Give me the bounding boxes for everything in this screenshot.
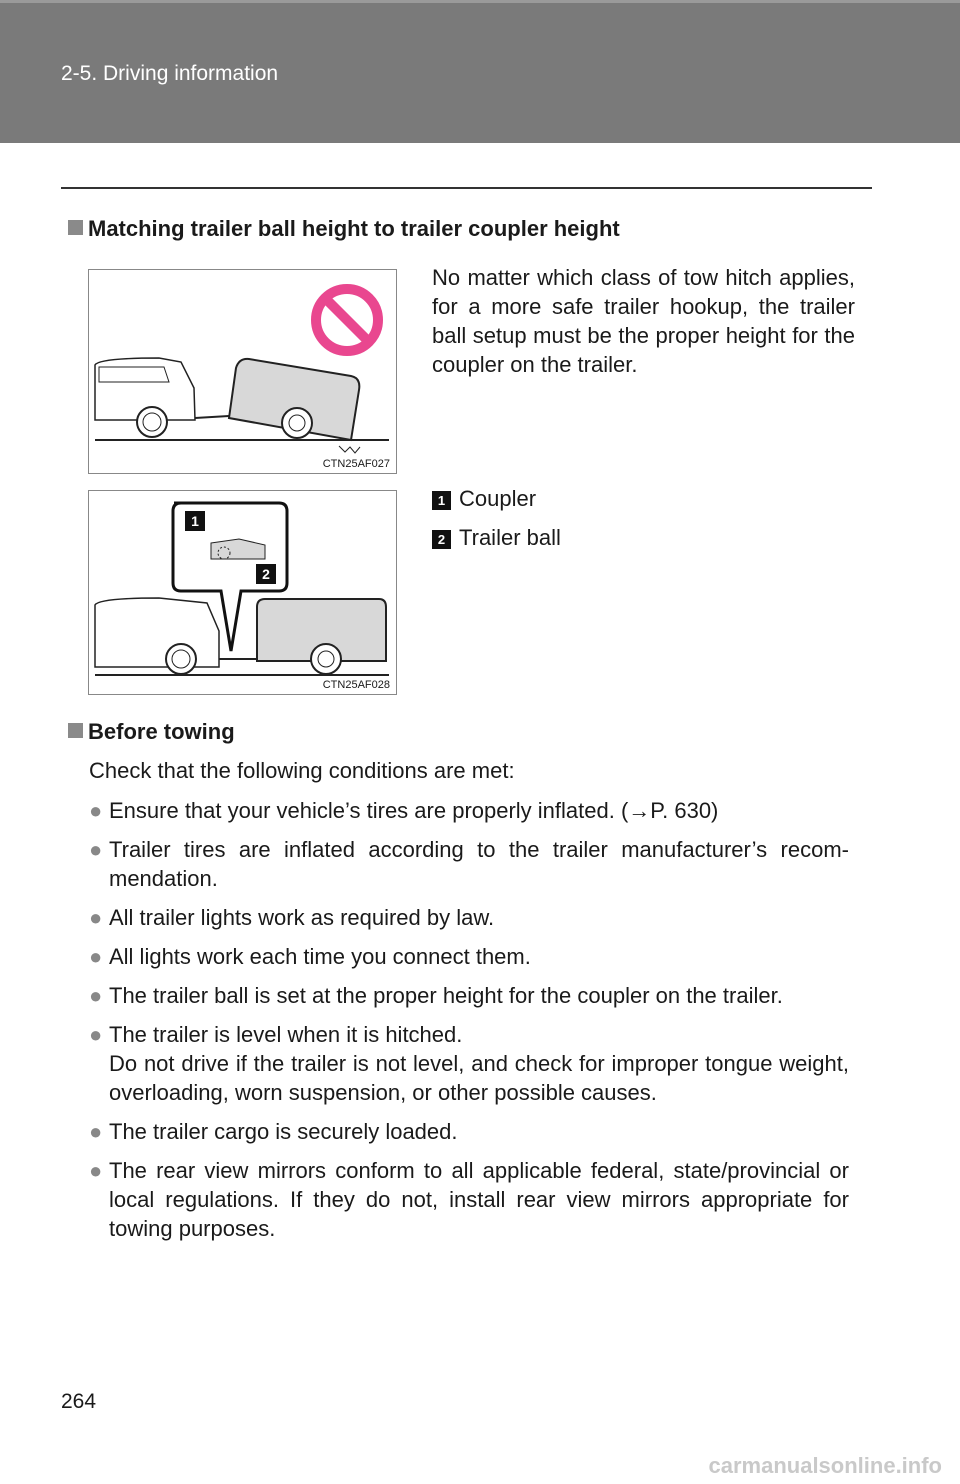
illustration-tilted-trailer xyxy=(89,270,398,475)
list-item xyxy=(89,981,849,1010)
list-item xyxy=(89,796,849,825)
svg-text:2: 2 xyxy=(262,566,270,582)
section-title: 2-5. Driving information xyxy=(61,62,279,85)
list-item xyxy=(89,1020,849,1107)
figure-proper-height xyxy=(88,490,397,695)
legend-label: Coupler xyxy=(459,486,537,511)
item-note: Do not drive if the trailer is not level, and check for improper tongue weight, overloading, worn suspension, or other possible causes. xyxy=(109,1051,849,1105)
item-text: The trailer cargo is securely loaded. xyxy=(109,1119,458,1144)
list-item xyxy=(89,1156,849,1243)
svg-text:1: 1 xyxy=(191,513,199,529)
figure-improper-height xyxy=(88,269,397,474)
bullet-icon: ● xyxy=(89,944,103,969)
legend-label: Trailer ball xyxy=(459,525,561,550)
checklist xyxy=(89,796,849,1253)
hitch-paragraph: No matter which class of tow hitch applies, for a more safe trailer hookup, the trailer ball setup must be the proper height for the coupler on the trailer. xyxy=(432,265,855,377)
list-item xyxy=(89,835,849,893)
bullet-icon: ● xyxy=(89,798,103,823)
item-text: The rear view mirrors conform to all applicable federal, state/provincial or local regulations. If they do not, install rear view mirrors appropriate for towing purposes. xyxy=(109,1158,849,1241)
watermark: carmanualsonline.info xyxy=(708,1453,942,1478)
number-badge: 1 xyxy=(432,491,451,510)
square-bullet-icon xyxy=(68,723,83,738)
page-number: 264 xyxy=(61,1390,97,1413)
bullet-icon: ● xyxy=(89,1119,103,1144)
bullet-icon: ● xyxy=(89,905,103,930)
square-bullet-icon xyxy=(68,220,83,235)
item-text: All trailer lights work as required by law. xyxy=(109,905,495,930)
item-text: Trailer tires are inflated according to the trailer manufacturer’s recom-mendation. xyxy=(109,837,849,891)
page-header xyxy=(0,0,960,143)
item-text: Ensure that your vehicle’s tires are properly inflated. (→P. 630) xyxy=(109,798,719,823)
legend-trailer-ball xyxy=(432,525,561,551)
heading-text: Before towing xyxy=(88,719,235,744)
heading-matching xyxy=(68,216,620,242)
figure-code: CTN25AF028 xyxy=(322,679,390,691)
heading-before-towing xyxy=(68,719,235,745)
legend-coupler xyxy=(432,486,536,512)
item-text: The trailer ball is set at the proper height for the coupler on the trailer. xyxy=(109,983,783,1008)
divider xyxy=(61,187,872,189)
heading-text: Matching trailer ball height to trailer coupler height xyxy=(88,216,620,241)
item-text: The trailer is level when it is hitched. xyxy=(109,1022,463,1047)
bullet-icon: ● xyxy=(89,837,103,862)
list-item xyxy=(89,942,849,971)
bullet-icon: ● xyxy=(89,1158,103,1183)
illustration-level-trailer xyxy=(89,491,398,696)
item-text: All lights work each time you connect them. xyxy=(109,944,531,969)
number-badge: 2 xyxy=(432,530,451,549)
list-item xyxy=(89,1117,849,1146)
list-item xyxy=(89,903,849,932)
intro-text: Check that the following conditions are met: xyxy=(89,758,515,783)
figure-code: CTN25AF027 xyxy=(322,458,390,470)
bullet-icon: ● xyxy=(89,983,103,1008)
bullet-icon: ● xyxy=(89,1022,103,1047)
